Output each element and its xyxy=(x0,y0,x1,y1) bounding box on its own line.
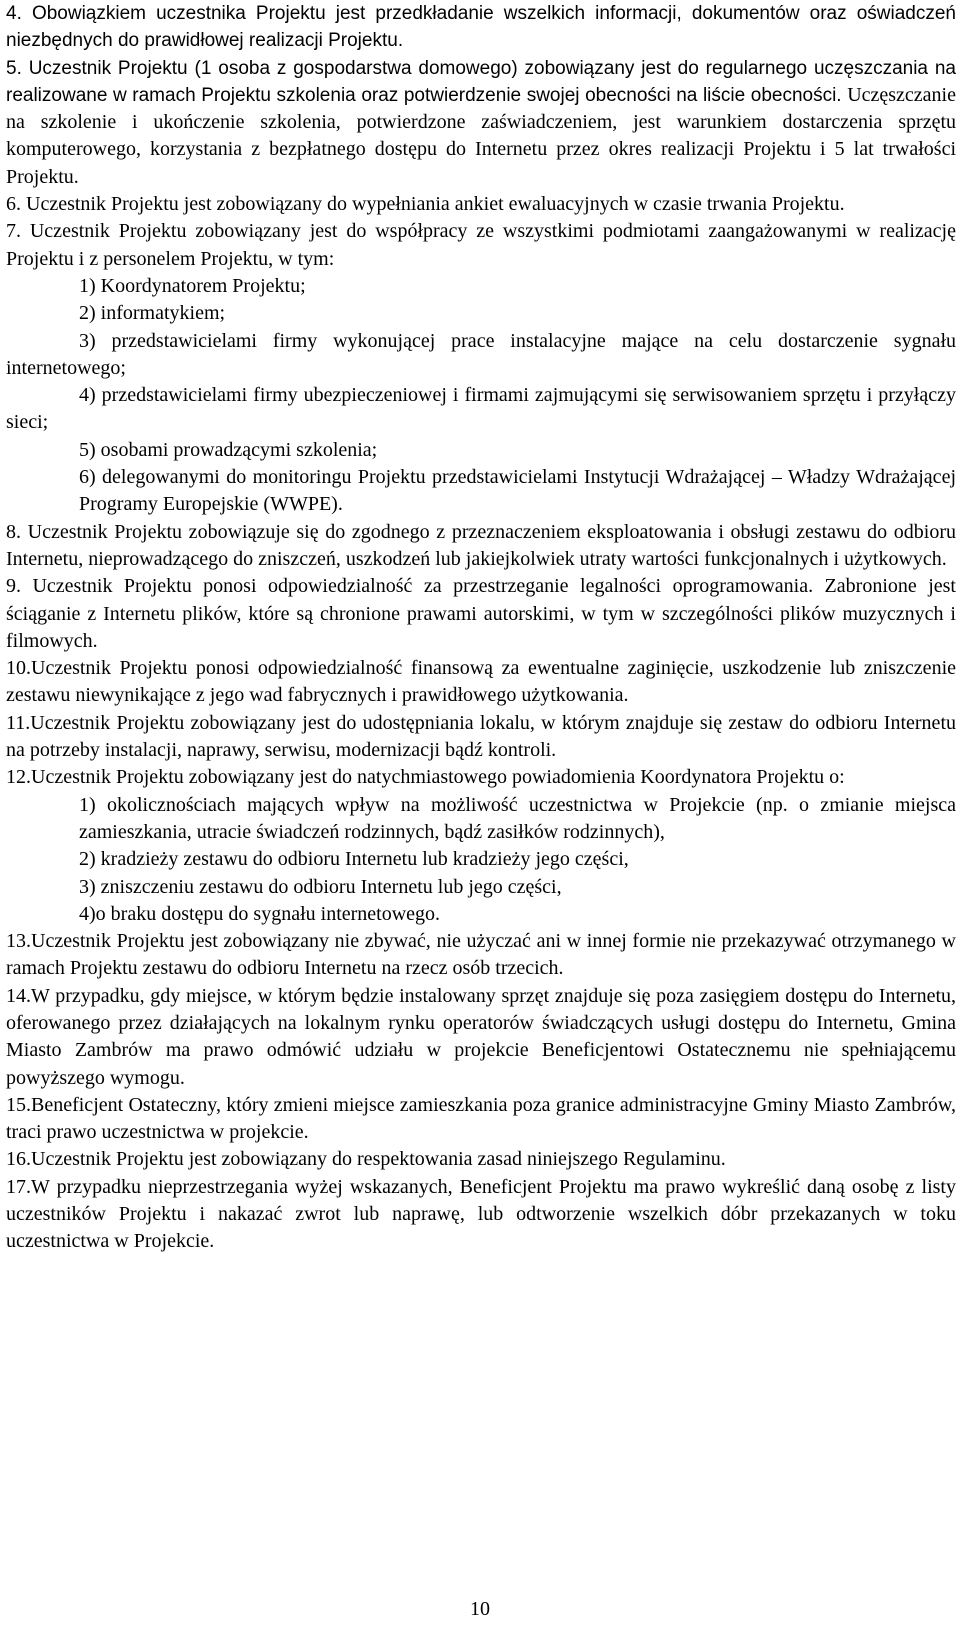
paragraph-17: 17.W przypadku nieprzestrzegania wyżej wskazanych, Beneficjent Projektu ma prawo wykreślić daną osobę z listy uczestników Projektu i nakazać zwrot lub naprawę, lub odtworzenie wszelkich dóbr przekazanych w toku uczestnictwa w Projekcie. xyxy=(6,1175,956,1253)
paragraph-10: 10.Uczestnik Projektu ponosi odpowiedzialność finansową za ewentualne zaginięcie, uszkodzenie lub zniszczenie zestawu niewynikające z jego wad fabrycznych i prawidłowego użytkowania. xyxy=(6,657,956,707)
page-number: 10 xyxy=(470,1598,490,1620)
paragraph-16: 16.Uczestnik Projektu jest zobowiązany do respektowania zasad niniejszego Regulaminu. xyxy=(6,1148,726,1171)
paragraph-5-serif-part: Uczęszczanie na szkolenie i ukończenie szkolenia, potwierdzone zaświadczeniem, jest warunkiem dostarczenia sprzętu komputerowego, korzystania z bezpłatnego dostępu do Internetu przez okres realizacji Projektu i 5 lat trwałości Projektu. xyxy=(6,83,956,188)
paragraph-7: 7. Uczestnik Projektu zobowiązany jest do współpracy ze wszystkimi podmiotami zaangażowanymi w realizację Projektu i z personelem Projektu, w tym: xyxy=(6,220,956,270)
list-item-7-5: 5) osobami prowadzącymi szkolenia; xyxy=(79,438,378,461)
list-item-12-3: 3) zniszczeniu zestawu do odbioru Internetu lub jego części, xyxy=(79,875,562,898)
paragraph-5 xyxy=(6,55,956,191)
list-item-12-1: 1) okolicznościach mających wpływ na możliwość uczestnictwa w Projekcie (np. o zmianie miejsca zamieszkania, utracie świadczeń rodzinnych, bądź zasiłków rodzinnych), xyxy=(79,793,956,843)
list-item-7-6: 6) delegowanymi do monitoringu Projektu przedstawicielami Instytucji Wdrażającej – Władzy Wdrażającej Programy Europejskie (WWPE). xyxy=(79,466,956,516)
paragraph-14: 14.W przypadku, gdy miejsce, w którym będzie instalowany sprzęt znajduje się poza zasięgiem dostępu do Internetu, oferowanego przez działających na lokalnym rynku operatorów świadczących usługi dostępu do Internetu, Gmina Miasto Zambrów ma prawo odmówić udziału w projekcie Beneficjentowi Ostatecznemu nie spełniającemu powyższego wymogu. xyxy=(6,984,956,1089)
paragraph-4: 4. Obowiązkiem uczestnika Projektu jest przedkładanie wszelkich informacji, dokumentów oraz oświadczeń niezbędnych do prawidłowej realizacji Projektu. xyxy=(6,3,956,52)
list-item-7-1: 1) Koordynatorem Projektu; xyxy=(79,274,306,297)
paragraph-6: 6. Uczestnik Projektu jest zobowiązany do wypełniania ankiet ewaluacyjnych w czasie trwania Projektu. xyxy=(6,193,845,216)
paragraph-11: 11.Uczestnik Projektu zobowiązany jest do udostępniania lokalu, w którym znajduje się zestaw do odbioru Internetu na potrzeby instalacji, naprawy, serwisu, modernizacji bądź kontroli. xyxy=(6,711,956,762)
list-item-7-4: 4) przedstawicielami firmy ubezpieczeniowej i firmami zajmującymi się serwisowaniem sprzętu i przyłączy sieci; xyxy=(6,384,956,434)
paragraph-15: 15.Beneficjent Ostateczny, który zmieni miejsce zamieszkania poza granice administracyjne Gminy Miasto Zambrów, traci prawo uczestnictwa w projekcie. xyxy=(6,1093,956,1144)
paragraph-13: 13.Uczestnik Projektu jest zobowiązany nie zbywać, nie użyczać ani w innej formie nie przekazywać otrzymanego w ramach Projektu zestawu do odbioru Internetu na rzecz osób trzecich. xyxy=(6,930,956,980)
list-item-12-4: 4)o braku dostępu do sygnału internetowego. xyxy=(79,902,441,925)
document-page xyxy=(6,0,956,1256)
paragraph-12: 12.Uczestnik Projektu zobowiązany jest do natychmiastowego powiadomienia Koordynatora Projektu o: xyxy=(6,766,845,789)
paragraph-9: 9. Uczestnik Projektu ponosi odpowiedzialność za przestrzeganie legalności oprogramowania. Zabronione jest ściąganie z Internetu plików, które są chronione prawami autorskimi, w tym w szczególności plików muzycznych i filmowych. xyxy=(6,575,956,652)
list-item-12-2: 2) kradzieży zestawu do odbioru Internetu lub kradzieży jego części, xyxy=(79,848,629,871)
list-item-7-2: 2) informatykiem; xyxy=(79,302,226,325)
list-item-7-3: 3) przedstawicielami firmy wykonującej prace instalacyjne mające na celu dostarczenie sygnału internetowego; xyxy=(6,329,956,379)
paragraph-5-sans-part: 5. Uczestnik Projektu (1 osoba z gospodarstwa domowego) zobowiązany jest do regularnego uczęszczania na realizowane w ramach Projektu szkolenia oraz potwierdzenie swojej obecności na liście obecności. xyxy=(6,57,956,106)
paragraph-8: 8. Uczestnik Projektu zobowiązuje się do zgodnego z przeznaczeniem eksploatowania i obsługi zestawu do odbioru Internetu, nieprowadzącego do zniszczeń, uszkodzeń lub jakiejkolwiek utraty wartości funkcjonalnych i użytkowych. xyxy=(6,520,956,570)
